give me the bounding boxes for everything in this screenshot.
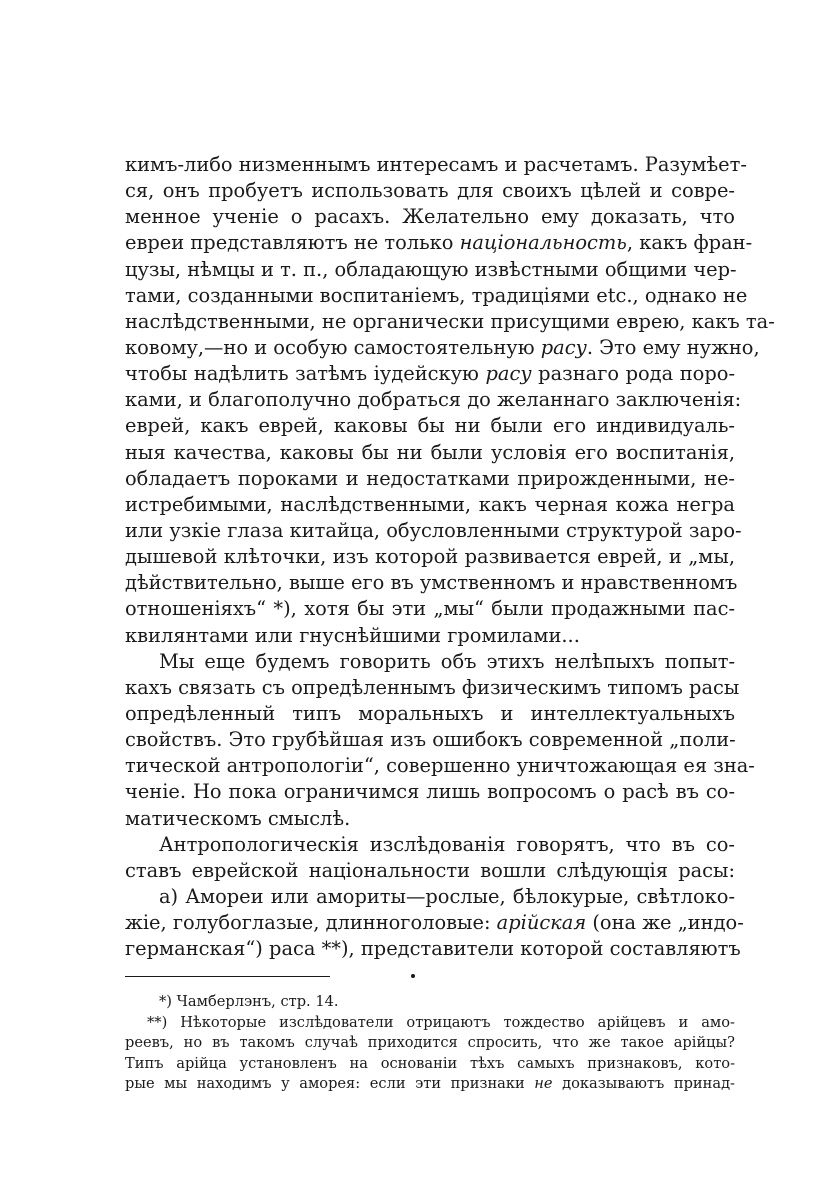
- footnotes: [125, 992, 735, 1095]
- text-line: опредѣленный типъ моральныхъ и интеллектуальныхъ: [125, 701, 735, 725]
- text-line: истребимыми, наслѣдственными, какъ черная кожа негра: [125, 492, 735, 516]
- text-line: германская“) раса **), представители которой составляютъ: [125, 937, 741, 961]
- text-line: дышевой клѣточки, изъ которой развивается еврей, и „мы,: [125, 545, 735, 569]
- text-line: обладаетъ пороками и недостатками прирожденными, не-: [125, 466, 735, 490]
- emphasis-text: національность: [459, 231, 627, 255]
- footnote-line: рые мы находимъ у аморея: если эти признаки не доказываютъ принад-: [125, 1075, 735, 1093]
- text-line: жіе, голубоглазые, длинноголовые: арійская (она же „индо-: [125, 911, 744, 935]
- footnote-divider: [125, 976, 330, 977]
- text-line: квилянтами или гнуснѣйшими громилами...: [125, 623, 580, 647]
- emphasis-text: расу: [540, 335, 587, 359]
- text-line: ченіе. Но пока ограничимся лишь вопросомъ о расѣ въ со-: [125, 780, 735, 804]
- text-line: ковому,—но и особую самостоятельную расу. Это ему нужно,: [125, 335, 760, 359]
- text-line: тической антропологіи“, совершенно уничтожающая ея зна-: [125, 754, 755, 778]
- text-line: отношеніяхъ“ *), хотя бы эти „мы“ были продажными пас-: [125, 597, 735, 621]
- text-line: наслѣдственными, не органически присущими еврею, какъ та-: [125, 309, 775, 333]
- text-line: ся, онъ пробуетъ использовать для своихъ цѣлей и совре-: [125, 179, 735, 203]
- emphasis-text: не: [534, 1075, 553, 1093]
- text-line: еврей, какъ еврей, каковы бы ни были его индивидуаль-: [125, 414, 735, 438]
- text-line: а) Амореи или амориты—рослые, бѣлокурые, свѣтлоко-: [159, 884, 735, 908]
- footnote-line: реевъ, но въ такомъ случаѣ приходится спросить, что же такое арійцы?: [125, 1034, 735, 1052]
- text-line: свойствъ. Это грубѣйшая изъ ошибокъ современной „поли-: [125, 728, 736, 752]
- text-line: тами, созданными воспитаніемъ, традиціями etc., однако не: [125, 283, 748, 307]
- text-line: матическомъ смыслѣ.: [125, 806, 351, 830]
- text-line: евреи представляютъ не только національность, какъ фран-: [125, 231, 753, 255]
- text-line: ками, и благополучно добраться до желаннаго заключенія:: [125, 388, 742, 412]
- footnote-line: Типъ арійца установленъ на основаніи тѣхъ самыхъ признаковъ, кото-: [125, 1054, 735, 1072]
- text-line: дѣйствительно, выше его въ умственномъ и нравственномъ: [125, 571, 738, 595]
- emphasis-text: арійская: [496, 911, 587, 935]
- text-line: менное ученіе о расахъ. Желательно ему доказать, что: [125, 205, 735, 229]
- text-line: чтобы надѣлить затѣмъ іудейскую расу разнаго рода поро-: [125, 362, 735, 386]
- footnote-line: **) Нѣкоторые изслѣдователи отрицаютъ тождество арійцевъ и амо-: [147, 1013, 735, 1031]
- text-line: цузы, нѣмцы и т. п., обладающую извѣстными общими чер-: [125, 257, 737, 281]
- main-text: [125, 152, 775, 962]
- emphasis-text: расу: [485, 362, 532, 386]
- text-line: или узкіе глаза китайца, обусловленными структурой заро-: [125, 518, 742, 542]
- footnote-line: *) Чамберлэнъ, стр. 14.: [159, 993, 339, 1010]
- ink-dot: [411, 974, 415, 978]
- text-line: ныя качества, каковы бы ни были условія его воспитанія,: [125, 440, 735, 464]
- text-line: Антропологическія изслѣдованія говорятъ, что въ со-: [159, 832, 735, 856]
- text-line: Мы еще будемъ говорить объ этихъ нелѣпыхъ попыт-: [159, 649, 735, 673]
- text-line: кахъ связать съ опредѣленнымъ физическимъ типомъ расы: [125, 675, 740, 699]
- text-line: кимъ-либо низменнымъ интересамъ и расчетамъ. Разумѣет-: [125, 153, 747, 176]
- text-line: ставъ еврейской національности вошли слѣдующія расы:: [125, 858, 735, 882]
